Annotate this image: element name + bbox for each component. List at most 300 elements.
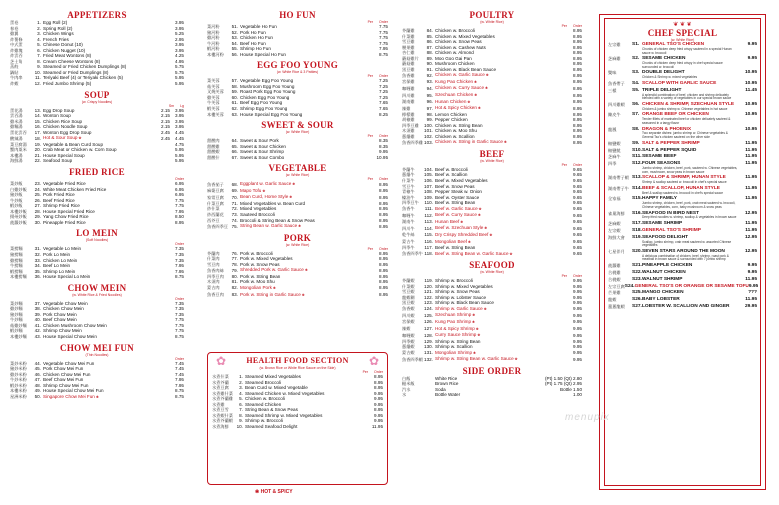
item-chinese-name: 什菜蝦 <box>402 283 415 289</box>
item-number: 127. <box>424 326 433 332</box>
item-number: 66. <box>231 149 238 155</box>
menu-section <box>207 163 388 229</box>
item-price: 8.95 <box>379 223 388 229</box>
item-price: 9.95 <box>573 319 582 325</box>
item-price: 11.95 <box>745 276 757 282</box>
item-name: Bean Curd, Home Style ❀ <box>240 194 368 201</box>
item-price: 9.95 <box>747 56 757 62</box>
item-name: Chicken w. Scallion <box>435 133 475 139</box>
item-chinese-name: 湖南帶子牛 <box>608 185 629 191</box>
item-price: 7.65 <box>379 106 388 112</box>
item-number: S24. <box>624 283 635 289</box>
item-chinese-name: 甜酸雞 <box>207 143 220 149</box>
item-price: 7.95 <box>175 208 184 214</box>
item-chinese-name: 湖南牛 <box>402 219 415 225</box>
item-name: Mongolian Beef ❀ <box>435 239 562 246</box>
item-number: 132. <box>424 356 433 362</box>
menu-section <box>402 10 582 146</box>
item-name: Wonton Egg Drop Soup <box>43 129 92 135</box>
item-name: Mushroom Egg Foo Young <box>240 83 295 89</box>
item-number: S14. <box>632 185 642 191</box>
price-header-label: Order <box>175 177 184 182</box>
item-price: 8.25 <box>379 111 388 117</box>
item-name: Szechuan Shrimp ❀ <box>435 312 562 319</box>
price-header-label: Order <box>573 162 582 167</box>
item-price: 9.95 <box>573 338 582 344</box>
item-number: 98. <box>426 111 433 117</box>
item-price-large: 4.45 <box>175 129 184 135</box>
item-name: Shrimp Ho Fun <box>240 46 271 52</box>
item-price: 8.95 <box>379 273 388 279</box>
item-number: 79. <box>231 267 238 273</box>
item-price: 3.95 <box>175 47 184 53</box>
item-price: 9.65 <box>573 219 582 225</box>
price-header-label: Per <box>367 177 374 182</box>
item-chinese-name: 甜酸什 <box>207 154 220 160</box>
item-number: 35. <box>34 268 41 274</box>
item-name: Crab Meat or Chicken w. Corn Soup <box>43 147 117 153</box>
item-chinese-name: 蔥爆蝦 <box>402 344 415 350</box>
item-name: DRAGON & PHOENIX <box>642 126 692 132</box>
item-number: S19. <box>632 234 642 240</box>
item-number: 25. <box>34 192 41 198</box>
menu-item <box>207 292 388 299</box>
item-price: 8.35 <box>379 138 388 144</box>
item-number: 104. <box>424 166 433 172</box>
item-price: 8.95 <box>379 194 388 200</box>
item-price: 10.95 <box>744 70 757 76</box>
item-number: 86. <box>426 39 433 45</box>
item-number: 90. <box>426 61 433 67</box>
item-name: Beef w. Szechuan Style ❀ <box>435 225 562 232</box>
item-number: 11. <box>34 75 41 81</box>
section-subtitle: (w. Crispy Noodles) <box>81 99 113 104</box>
item-chinese-name: 牛撈麵 <box>10 263 23 269</box>
item-name: Pork Chow Mein <box>43 311 77 317</box>
item-chinese-name: 水煮雞什菜 <box>212 390 233 396</box>
item-chinese-name: 炸薯條 <box>10 36 23 42</box>
item-name: Beef Lo Mein <box>43 263 71 269</box>
item-name: Pork Lo Mein <box>43 251 71 257</box>
item-price: 8.95 <box>573 133 582 139</box>
item-name: Egg Roll (2) <box>43 20 68 25</box>
item-name: Pork w. Snow Peas <box>240 261 280 267</box>
item-name: House Special Chow Mein <box>43 333 97 339</box>
item-price: 8.75 <box>175 394 184 400</box>
item-number: 95. <box>426 92 433 98</box>
item-number: 34. <box>34 263 41 269</box>
item-number: 16. <box>34 124 41 130</box>
section-title: HO FUN <box>279 10 316 20</box>
item-price-small: 2.15 <box>161 113 170 119</box>
item-name: Lemon Chicken <box>435 111 467 117</box>
item-price: 7.35 <box>175 306 184 312</box>
item-name: Chicken w. String Bean <box>435 122 483 128</box>
item-description: Tender fillets of marinated beef or chicken delicately sauteed & seasoned in a tangy flavor <box>642 117 731 125</box>
item-price: 5.95 <box>175 75 184 81</box>
item-name: Beef w. Mixed Vegetables <box>435 178 488 184</box>
item-chinese-name: 白雞炒飯 <box>10 186 27 192</box>
item-price: 8.75 <box>379 51 388 57</box>
chef-special-item <box>608 148 757 154</box>
item-number: S5. <box>632 87 640 93</box>
item-name: Vegetable Chow Mein <box>43 300 88 306</box>
item-name: CHICKEN & SHRIMP, SZECHUAN STYLE <box>642 101 735 107</box>
item-price: 10.95 <box>744 80 757 86</box>
price-header-label: Per <box>561 274 568 279</box>
item-number: 113. <box>424 219 433 225</box>
item-chinese-name: 蠔油牛 <box>402 194 415 200</box>
item-price: 8.95 <box>379 250 388 256</box>
item-number: 69. <box>231 188 238 194</box>
item-number: 10. <box>236 423 243 429</box>
item-price-small: 2.45 <box>161 129 170 135</box>
item-chinese-name: 青椒牛 <box>402 189 415 195</box>
item-name: Vegetable Fried Rice <box>43 181 86 187</box>
item-chinese-name: 什菜牛 <box>402 178 415 184</box>
menu-item <box>207 223 388 230</box>
item-price: 5.75 <box>175 69 184 75</box>
item-number: 3. <box>239 385 243 391</box>
item-price: 8.95 <box>374 407 383 413</box>
item-price: 8.95 <box>573 55 582 61</box>
item-number: 93. <box>426 79 433 85</box>
item-name: BABY LOBSTER <box>642 297 680 303</box>
price-header-label: Order <box>573 24 582 28</box>
chef-item-header <box>608 148 757 154</box>
item-name: Moo Goo Gai Pan <box>435 55 472 61</box>
item-number: 73. <box>231 212 238 218</box>
item-name: Pork w. Moo Shu <box>240 279 275 285</box>
item-number: 76. <box>231 250 238 256</box>
chef-special-item <box>608 290 757 296</box>
item-name: GENERAL TSO'S CHICKEN <box>642 42 705 47</box>
item-number: S7. <box>632 112 640 118</box>
item-chinese-name: 四季豆雞 <box>402 122 419 128</box>
item-name: Steamed Chicken w. Mixed Vegetables <box>245 390 325 396</box>
item-number: 19. <box>34 141 41 147</box>
item-name: White Meat Chicken Fried Rice <box>43 186 107 192</box>
item-price: 8.95 <box>573 79 582 85</box>
item-chinese-name: 辣雞 <box>402 105 411 111</box>
item-price: 8.95 <box>379 285 388 291</box>
chef-items <box>608 42 757 310</box>
item-number: 43. <box>34 333 41 339</box>
item-name: Mongolian Pork ❀ <box>240 285 368 292</box>
item-chinese-name: 水煮芥蘭 <box>212 379 229 385</box>
item-number: 100. <box>424 122 433 128</box>
item-price: 7.25 <box>379 89 388 95</box>
chef-special-item <box>608 186 757 196</box>
item-name: Steamed Mixed Vegetables <box>245 374 301 379</box>
item-chinese-name: 魚香肉絲 <box>207 267 224 273</box>
item-name: Beef w. String Bean <box>435 200 476 206</box>
item-name: Steamed or Fried Chicken Dumplings (8) <box>43 64 127 70</box>
item-number: S26. <box>632 297 642 303</box>
item-number: 23. <box>34 181 41 187</box>
item-price: 7.25 <box>379 94 388 100</box>
item-name: Chicken Lo Mein <box>43 257 78 263</box>
menu-item <box>402 251 582 258</box>
item-chinese-name: 芝士角 <box>10 58 23 64</box>
item-chinese-name: 菜炒麵 <box>10 300 23 306</box>
item-name: Dry Crispy Shredded Beef ❀ <box>435 232 562 239</box>
item-number: 70. <box>231 194 238 200</box>
item-name: TRIPLE DELIGHT <box>642 87 682 93</box>
item-price: 7.75 <box>379 40 388 46</box>
chef-item-header <box>608 228 757 234</box>
item-name: Pork w. Mixed Vegetables <box>240 256 293 262</box>
item-price-large: 4.45 <box>175 135 184 141</box>
item-number: S20. <box>632 248 642 254</box>
price-header-label: Order <box>379 74 388 79</box>
item-name: Brown Rice <box>435 381 459 387</box>
item-name: Chicken Noodle Soup <box>43 124 88 130</box>
item-chinese-name: 合桃蝦 <box>608 276 621 282</box>
item-name: Beef w. Oyster Sauce <box>435 194 480 200</box>
item-name: Shrimp Lo Mein <box>43 268 76 274</box>
item-name: Pork Chow Mei Fun <box>43 366 84 372</box>
item-chinese-name: 雞炒麵 <box>10 306 23 312</box>
price-header-label: Per <box>561 162 568 167</box>
item-name: Pork w. String Bean <box>240 273 281 279</box>
chef-special-item <box>608 112 757 125</box>
item-price: 29.95 <box>744 303 757 309</box>
item-name: Sweet & Sour Shrimp <box>240 149 284 155</box>
section-subtitle: (Soft Noodles) <box>85 238 109 243</box>
item-number: 116. <box>424 239 433 244</box>
chef-special-item <box>608 127 757 140</box>
item-chinese-name: 四川牛 <box>402 225 415 231</box>
item-price: 3.95 <box>175 42 184 48</box>
item-number: 102. <box>424 133 433 139</box>
item-chinese-name: 四季牛 <box>402 245 415 251</box>
item-number: 120. <box>424 283 433 289</box>
item-price: 11.45 <box>745 87 757 93</box>
item-name: DOUBLE DELIGHT <box>642 70 685 76</box>
item-name: String Bean w. Garlic Sauce ❀ <box>240 223 368 230</box>
item-price: 7.35 <box>175 246 184 252</box>
item-name: Beef w. Scallion <box>435 172 468 178</box>
item-name: Vegetable Ho Fun <box>240 24 277 29</box>
item-name: Beef w. Broccoli <box>435 166 468 172</box>
item-number: S8. <box>632 126 640 132</box>
item-number: S18. <box>632 227 642 233</box>
item-name: Beef w. Curry Sauce ❀ <box>435 212 562 219</box>
item-name: WALNUT CHICKEN <box>642 269 686 275</box>
chef-special-item <box>608 284 757 290</box>
item-number: S10. <box>632 147 642 153</box>
chef-item-header <box>608 284 757 290</box>
item-name: House Special Fried Rice <box>43 208 95 214</box>
item-price: 5.95 <box>175 158 184 164</box>
item-chinese-name: 水煮豆腐 <box>212 385 229 391</box>
item-price: 4.25 <box>175 53 184 59</box>
item-price: 8.75 <box>175 274 184 280</box>
section-title: SOUP <box>84 89 110 100</box>
item-number: 114. <box>424 225 433 231</box>
item-chinese-name: 牛河粉 <box>207 40 220 46</box>
item-chinese-name: 本樓湯 <box>10 152 23 158</box>
item-number: 124. <box>424 306 433 312</box>
item-name: Beef Egg Foo Young <box>240 100 283 106</box>
item-name: LOBSTER W. SCALLION AND GINGER <box>642 303 730 309</box>
item-price: 9.95 <box>747 269 757 275</box>
health-title: HEALTH FOOD SECTION <box>246 356 349 365</box>
chef-item-header <box>608 263 757 269</box>
item-chinese-name: 菜炒米粉 <box>10 360 27 366</box>
item-price: 8.95 <box>573 111 582 117</box>
section-subtitle: (w. White Rice & 3 Patties) <box>276 70 319 75</box>
item-name: BEEF & SCALLOP, HUNAN STYLE <box>642 185 721 191</box>
item-name: House Special Ho Fun <box>240 51 286 57</box>
flower-icon: ✿ <box>368 354 379 368</box>
item-number: 83. <box>231 292 238 297</box>
item-price: 9.65 <box>573 245 582 251</box>
item-name: Chicken w. Garlic Sauce ❀ <box>435 72 562 79</box>
item-chinese-name: 蘑菇雞片 <box>402 55 419 61</box>
item-description: Beef & scallop sauteed w. broccoli in chef's special sauce <box>642 190 724 195</box>
item-price: 8.95 <box>379 267 388 273</box>
item-chinese-name: 魚香四季牛 <box>402 251 423 257</box>
item-price: 8.95 <box>573 122 582 128</box>
item-number: 9. <box>239 418 243 424</box>
item-price: 8.95 <box>573 139 582 145</box>
item-name: Beef w. String Bean <box>435 245 476 251</box>
item-price: 5.95 <box>175 81 184 87</box>
chef-special-item <box>608 211 757 221</box>
item-number: 9. <box>37 64 41 70</box>
watermark: menupix <box>565 412 610 423</box>
item-number: 128. <box>424 332 433 338</box>
item-chinese-name: 雞米湯 <box>10 118 23 124</box>
item-description: Scallop, jumbo shrimp, crab meat sauteed w. assorted Chinese vegetables <box>642 239 732 248</box>
item-price: 8.95 <box>573 85 582 91</box>
item-price: 4.95 <box>175 58 184 64</box>
item-price: ??? <box>748 290 757 296</box>
item-number: 96. <box>426 99 433 105</box>
item-number: 24. <box>34 186 41 192</box>
item-name: Chicken Mushroom Chow Mein <box>43 322 107 328</box>
item-number: S6. <box>632 101 640 107</box>
item-chinese-name: 蝦炒米粉 <box>10 382 27 388</box>
menu-item <box>10 81 184 87</box>
chef-special-item <box>608 228 757 234</box>
item-price: 8.95 <box>374 379 383 385</box>
item-chinese-name: 雞翼 <box>10 31 19 37</box>
item-price-small: 2.15 <box>161 118 170 124</box>
item-chinese-name: 炸雲吞 <box>10 53 23 59</box>
item-price: 7.35 <box>175 257 184 263</box>
item-price: 9.95 <box>374 401 383 407</box>
item-number: 68. <box>231 181 238 187</box>
item-name: Chicken Rice Soup <box>43 118 83 124</box>
item-price: 10.95 <box>744 126 757 132</box>
item-name: Sweet & Sour Combo <box>240 154 285 160</box>
item-number: 1. <box>37 20 41 25</box>
item-description: Shrimp & scallop sauteed w. broccoli in chef's special sauce <box>642 180 727 185</box>
item-name: SESAME CHICKEN <box>642 56 686 62</box>
item-name: WALNUT SHRIMP <box>642 276 683 282</box>
section-title: SEAFOOD <box>469 260 515 271</box>
item-name: Shrimp Chow Mei Fun <box>43 382 89 388</box>
menu-section <box>207 120 388 160</box>
item-number: 30. <box>34 219 41 225</box>
item-price: 4.75 <box>175 141 184 147</box>
item-name: Chicken w. Cashew Nuts <box>435 44 486 50</box>
item-chinese-name: 酸辣湯 <box>10 135 23 141</box>
item-chinese-name: 菜炒飯 <box>10 181 23 187</box>
chef-special-item <box>608 56 757 69</box>
item-price: 9.95 <box>747 263 757 269</box>
item-price: 9.95 <box>573 312 582 318</box>
item-name: Hot & Spicy Chicken ❀ <box>435 105 562 112</box>
item-price: 8.95 <box>573 66 582 72</box>
item-number: 75. <box>231 223 238 229</box>
item-chinese-name: 炸蝦 <box>10 81 19 87</box>
item-price: 7.25 <box>379 83 388 89</box>
item-chinese-name: 陳皮牛 <box>608 112 621 118</box>
item-number: 54. <box>231 40 238 46</box>
item-number: 38. <box>34 306 41 312</box>
item-description: Jumbo shrimp, chicken, beef, pork, sauteed w. Chinese vegetables, corn, mushroom, snow peas in brown sauce <box>642 166 738 174</box>
item-chinese-name: 雲吞湯 <box>10 113 23 119</box>
item-price: 6.95 <box>175 186 184 192</box>
item-number: 72. <box>231 206 238 212</box>
item-price: 10.95 <box>376 154 388 160</box>
item-price: 9.65 <box>573 194 582 200</box>
item-price: 11.95 <box>745 221 757 227</box>
item-chinese-name: 咖喱雞 <box>402 85 415 91</box>
item-name: Hot & Sour Soup ❀ <box>43 135 156 142</box>
item-name: SCALLOP & SHRIMP, HUNAN STYLE <box>642 175 726 181</box>
item-chinese-name: 四季蝦 <box>402 338 415 344</box>
section-title: VEGETABLE <box>268 163 327 174</box>
item-number: 115. <box>424 232 433 238</box>
item-name: Vegetable Lo Mein <box>43 246 82 252</box>
item-price: 6.95 <box>175 181 184 187</box>
item-price: 7.65 <box>379 100 388 106</box>
item-number: 122. <box>424 294 433 300</box>
item-name: Vegetable Egg Foo Young <box>240 78 294 84</box>
item-name: Fried Jumbo Shrimp (5) <box>43 81 92 87</box>
item-name: Broccoli & String Bean & Snow Peas <box>240 217 315 223</box>
item-number: 123. <box>424 300 433 306</box>
item-price: 9.95 <box>573 332 582 338</box>
item-price: 8.95 <box>573 44 582 50</box>
item-name: Sauteed Broccoli <box>240 212 275 218</box>
item-number: 39. <box>34 311 41 317</box>
item-price: 7.75 <box>175 317 184 323</box>
item-name: House Special Chow Mei Fun <box>43 388 104 394</box>
chef-item-header <box>608 81 757 87</box>
item-number: 117. <box>424 245 433 251</box>
chef-special-panel <box>599 14 766 490</box>
item-price: 3.95 <box>175 25 184 31</box>
item-chinese-name: 芒果雞 <box>608 290 621 296</box>
chef-item-header <box>608 297 757 303</box>
item-chinese-name: 什菜肉 <box>207 256 220 262</box>
item-number: 65. <box>231 143 238 149</box>
item-name: Pepper Chicken <box>435 117 468 123</box>
item-price: 9.65 <box>573 212 582 218</box>
item-name: House Special Soup <box>43 152 85 158</box>
item-number: 22. <box>34 158 41 164</box>
item-name: Steamed Broccoli <box>245 379 282 385</box>
price-header-label: Lg <box>180 103 184 108</box>
item-name: Sweet & Sour Chicken <box>240 143 286 149</box>
chef-special-item <box>608 102 757 112</box>
